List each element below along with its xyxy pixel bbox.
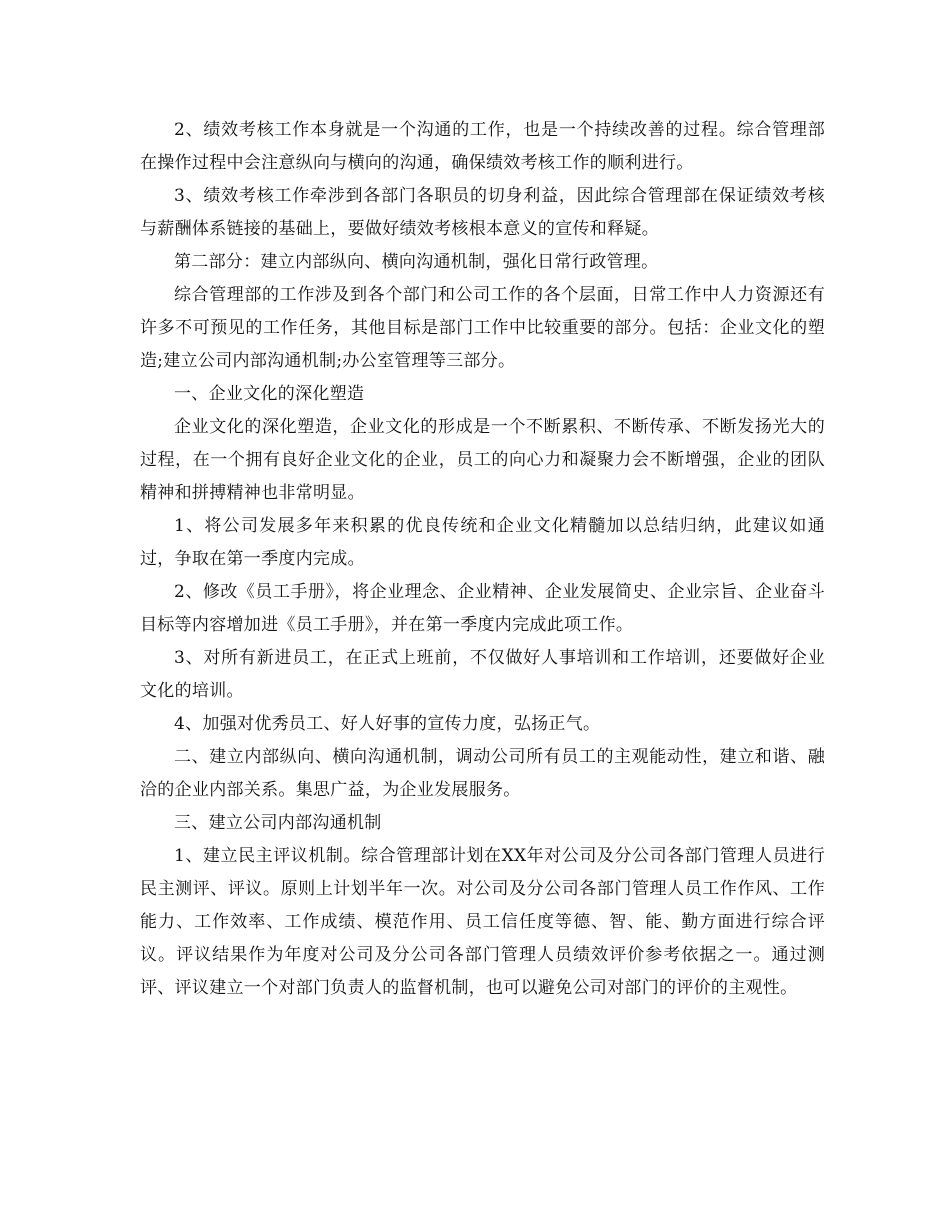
paragraph-part-two-overview: 综合管理部的工作涉及到各个部门和公司工作的各个层面，日常工作中人力资源还有许多不可预见的工作任务，其他目标是部门工作中比较重要的部分。包括：企业文化的塑造;建立公司内部沟通机制;办公室管理等三部分。: [140, 285, 825, 371]
section-heading-mechanism: 三、建立公司内部沟通机制: [174, 813, 382, 833]
section-heading-culture: 一、企业文化的深化塑造: [174, 384, 365, 404]
paragraph-culture-item-3: 3、对所有新进员工，在正式上班前，不仅做好人事培训和工作培训，还要做好企业文化的培训。: [140, 648, 825, 701]
paragraph-culture-intro: 企业文化的深化塑造，企业文化的形成是一个不断累积、不断传承、不断发扬光大的过程，在一个拥有良好企业文化的企业，员工的向心力和凝聚力会不断增强，企业的团队精神和拼搏精神也非常明显。: [140, 417, 825, 503]
paragraph-performance-communication: 2、绩效考核工作本身就是一个沟通的工作，也是一个持续改善的过程。综合管理部在操作过程中会注意纵向与横向的沟通，确保绩效考核工作的顺利进行。: [140, 120, 825, 173]
section-heading-communication: 二、建立内部纵向、横向沟通机制，调动公司所有员工的主观能动性，建立和谐、融洽的企业内部关系。集思广益，为企业发展服务。: [140, 747, 825, 800]
section-heading-part-two: 第二部分：建立内部纵向、横向沟通机制，强化日常行政管理。: [174, 252, 659, 272]
paragraph-performance-interests: 3、绩效考核工作牵涉到各部门各职员的切身利益，因此综合管理部在保证绩效考核与薪酬体系链接的基础上，要做好绩效考核根本意义的宣传和释疑。: [140, 186, 825, 239]
paragraph-culture-item-2: 2、修改《员工手册》，将企业理念、企业精神、企业发展简史、企业宗旨、企业奋斗目标等内容增加进《员工手册》，并在第一季度内完成此项工作。: [140, 582, 825, 635]
paragraph-culture-item-4: 4、加强对优秀员工、好人好事的宣传力度，弘扬正气。: [174, 714, 601, 734]
document-body: [140, 114, 825, 1005]
paragraph-democratic-review: 1、建立民主评议机制。综合管理部计划在XX年对公司及分公司各部门管理人员进行民主测评、评议。原则上计划半年一次。对公司及分公司各部门管理人员工作作风、工作能力、工作效率、工作成绩、模范作用、员工信任度等德、智、能、勤方面进行综合评议。评议结果作为年度对公司及分公司各部门管理人员绩效评价参考依据之一。通过测评、评议建立一个对部门负责人的监督机制，也可以避免公司对部门的评价的主观性。: [140, 846, 825, 998]
paragraph-culture-item-1: 1、将公司发展多年来积累的优良传统和企业文化精髓加以总结归纳，此建议如通过，争取在第一季度内完成。: [140, 516, 825, 569]
